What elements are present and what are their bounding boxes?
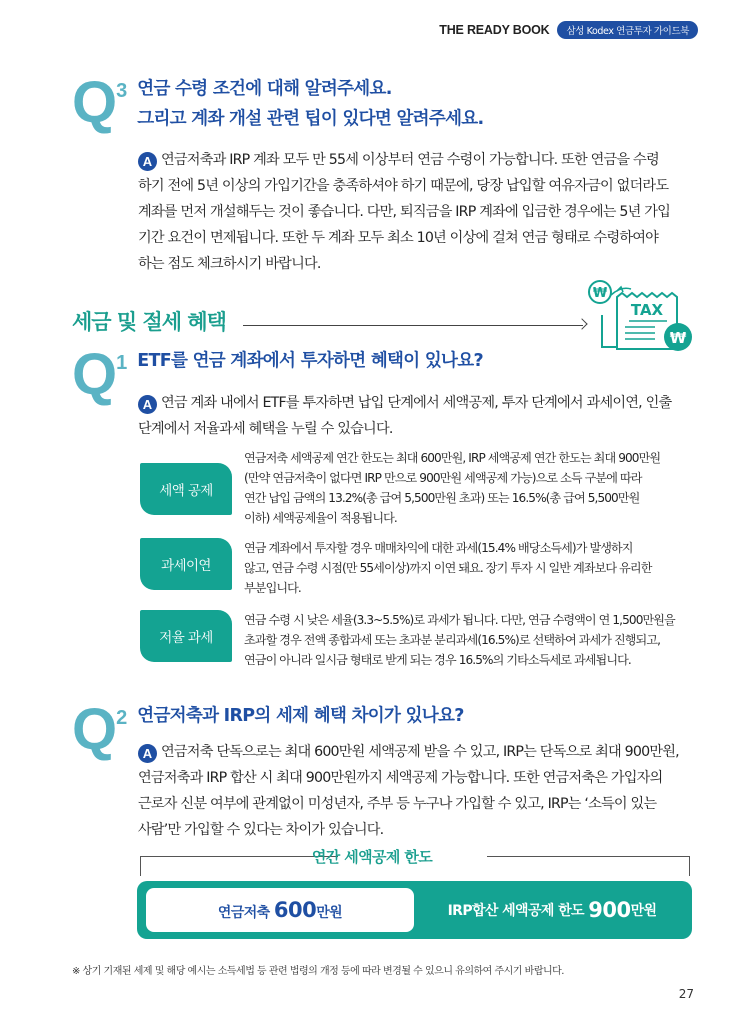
q3-heading (72, 70, 484, 135)
benefit-tag: 세액 공제 (140, 463, 232, 515)
limit-irp-combined (414, 888, 690, 932)
q3-answer-line: 기간 요건이 면제됩니다. 또한 두 계좌 모두 최소 10년 이상에 걸쳐 연금 형태로 수령하여야 (138, 230, 659, 246)
benefit-tag: 저율 과세 (140, 610, 232, 662)
q3-answer (138, 147, 708, 277)
limit-right-amount: 900 (588, 898, 631, 922)
q1-answer-badge: A (138, 395, 157, 414)
tax-coin-symbol: ₩ (592, 286, 608, 301)
q1-title: ETF를 연금 계좌에서 투자하면 혜택이 있나요? (137, 351, 483, 371)
q3-title-line-1: 연금 수령 조건에 대해 알려주세요. (137, 79, 392, 99)
benefit-description (244, 610, 675, 670)
q3-number: 3 (116, 80, 128, 102)
q2-title: 연금저축과 IRP의 세제 혜택 차이가 있나요? (137, 706, 464, 726)
q2-answer-line: 근로자 신분 여부에 관계없이 미성년자, 주부 등 누구나 가입할 수 있고, IRP는 ‘소득이 있는 (138, 796, 657, 812)
limit-left-amount: 600 (273, 898, 317, 922)
section-divider (243, 325, 583, 326)
q3-answer-line: 계좌를 먼저 개설해두는 것이 좋습니다. 다만, 퇴직금을 IRP 계좌에 입금한 경우에는 5년 가입 (138, 204, 671, 220)
tax-document-icon (585, 277, 695, 355)
q3-answer-line: 하기 전에 5년 이상의 가입기간을 충족하셔야 하기 때문에, 당장 납입할 여유자금이 없더라도 (138, 178, 669, 194)
limit-left-text (218, 898, 342, 922)
benefit-description (244, 448, 660, 528)
benefit-line: 이하) 세액공제율이 적용됩니다. (244, 511, 397, 525)
q1-number: 1 (116, 352, 128, 374)
benefit-line: 연간 납입 금액의 13.2%(총 급여 5,500만원 초과) 또는 16.5%(총 급여 5,500만원 (244, 491, 640, 505)
limit-left-label: 연금저축 (217, 905, 270, 921)
benefit-line: 초과할 경우 전액 종합과세 또는 초과분 분리과세(16.5%)로 선택하여 과세가 진행되고, (244, 633, 661, 647)
tax-label: TAX (630, 301, 664, 319)
q1-answer (138, 390, 708, 442)
q1-answer-line: 단계에서 저율과세 혜택을 누릴 수 있습니다. (138, 421, 393, 437)
q2-answer (138, 739, 708, 843)
q2-answer-line: 연금저축과 IRP 합산 시 최대 900만원까지 세액공제 가능합니다. 또한 연금저축은 가입자의 (138, 770, 663, 786)
q2-answer-line: 사람’만 가입할 수 있다는 차이가 있습니다. (138, 822, 384, 838)
limit-pension-savings (146, 888, 414, 932)
benefit-line: 연금저축 세액공제 연간 한도는 최대 600만원, IRP 세액공제 연간 한도는 최대 900만원 (244, 451, 661, 465)
benefit-line: 연금 계좌에서 투자할 경우 매매차익에 대한 과세(15.4% 배당소득세)가 발생하지 (244, 541, 633, 555)
q3-title-line-2: 그리고 계좌 개설 관련 팁이 있다면 알려주세요. (137, 109, 484, 129)
limit-title: 연간 세액공제 한도 (311, 848, 433, 866)
page-header (439, 21, 698, 39)
benefit-tag: 과세이연 (140, 538, 232, 590)
page-number: 27 (678, 987, 694, 1001)
benefit-line: (만약 연금저축이 없다면 IRP 만으로 900만원 세액공제 가능)으로 소득 구분에 따라 (244, 471, 642, 485)
footnote: ※ 상기 기재된 세제 및 해당 예시는 소득세법 등 관련 법령의 개정 등에 따라 변경될 수 있으니 유의하여 주시기 바랍니다. (72, 966, 564, 977)
benefit-description (244, 538, 652, 598)
benefit-row-tax-credit (140, 448, 700, 528)
limit-left-unit: 만원 (316, 905, 343, 921)
benefit-line: 않고, 연금 수령 시점(만 55세이상)까지 이연 돼요. 장기 투자 시 일반 계좌보다 유리한 (244, 561, 652, 575)
benefit-row-low-tax (140, 610, 700, 670)
q3-title (137, 74, 483, 134)
q3-answer-badge: A (138, 152, 157, 171)
q3-letter: Q (72, 70, 116, 135)
q2-number: 2 (116, 707, 128, 729)
header-guide-badge: 삼성 Kodex 연금투자 가이드북 (557, 21, 698, 39)
benefit-line: 연금 수령 시 낮은 세율(3.3~5.5%)로 과세가 됩니다. 다만, 연금 수령액이 연 1,500만원을 (244, 613, 675, 627)
q1-answer-line: 연금 계좌 내에서 ETF를 투자하면 납입 단계에서 세액공제, 투자 단계에서 과세이연, 인출 (161, 395, 672, 411)
tax-coin-symbol-2: ₩ (669, 329, 687, 347)
q2-answer-line: 연금저축 단독으로는 최대 600만원 세액공제 받을 수 있고, IRP는 단독으로 최대 900만원, (161, 744, 679, 760)
q3-answer-line: 하는 점도 체크하시기 바랍니다. (138, 256, 321, 272)
benefit-row-tax-deferral (140, 538, 700, 598)
limit-right-label: IRP합산 세액공제 한도 (447, 903, 584, 919)
limit-right-unit: 만원 (630, 903, 657, 919)
benefit-line: 연금이 아니라 일시금 형태로 받게 되는 경우 16.5%의 기타소득세로 과세됩니다. (244, 653, 631, 667)
q1-letter: Q (72, 342, 116, 407)
q3-answer-line: 연금저축과 IRP 계좌 모두 만 55세 이상부터 연금 수령이 가능합니다. 또한 연금을 수령 (161, 152, 659, 168)
q2-letter: Q (72, 697, 116, 762)
header-brand: THE READY BOOK (439, 23, 550, 37)
q2-answer-badge: A (138, 744, 157, 763)
benefit-line: 부분입니다. (244, 581, 301, 595)
section-title: 세금 및 절세 혜택 (72, 310, 226, 334)
